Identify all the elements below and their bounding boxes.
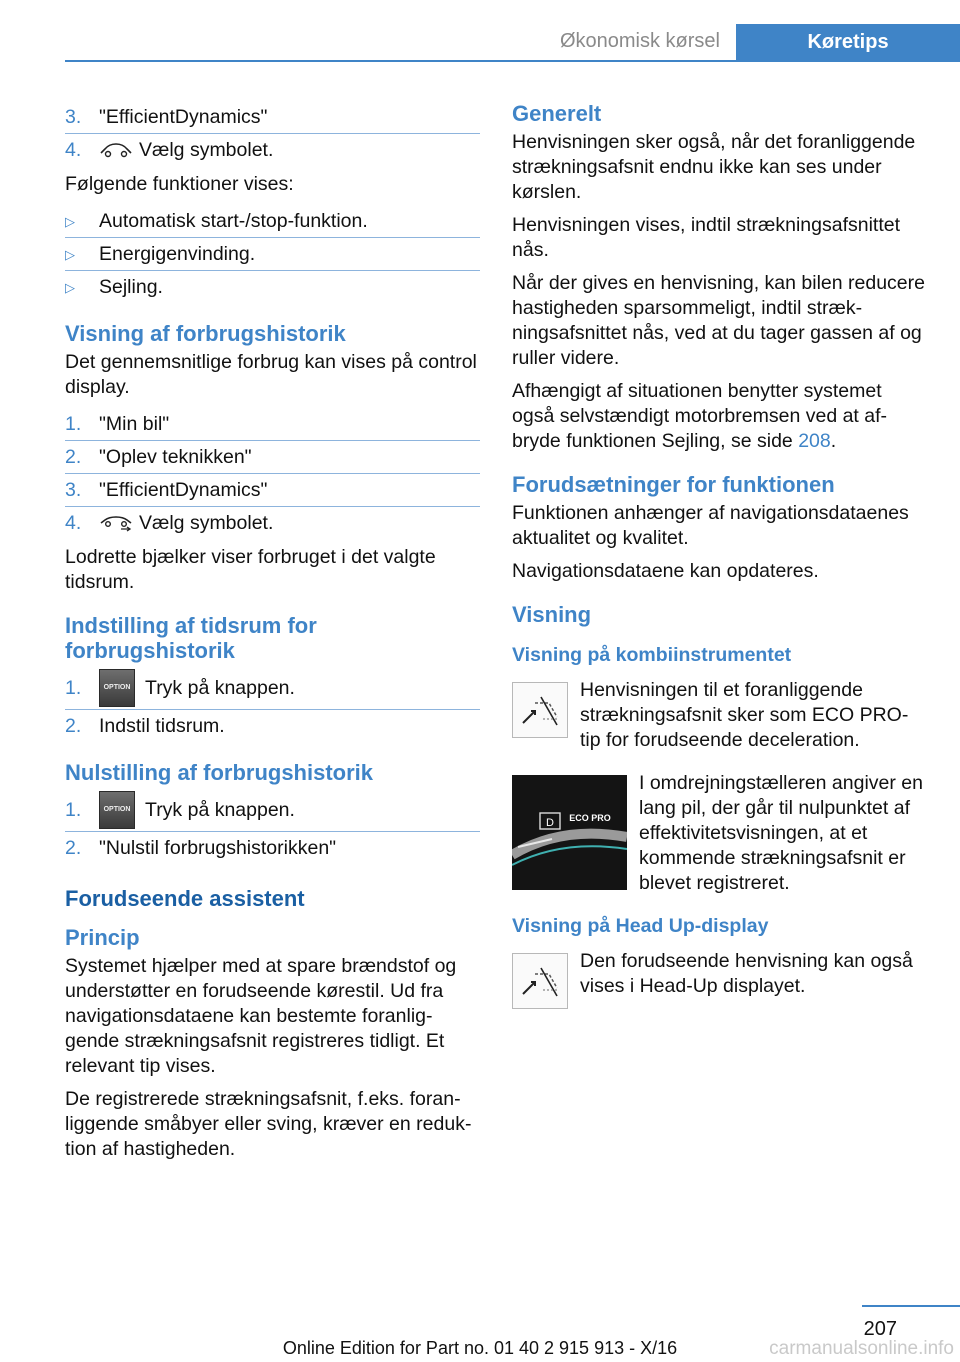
reset-steps	[65, 789, 480, 864]
general-paragraph-1: Henvisningen sker også, når det foranliggende strækningsafsnit endnu ikke kan ses under kørslen.	[512, 131, 916, 203]
header-tab: Køretips	[736, 24, 960, 61]
list-text: Vælg symbolet.	[139, 511, 274, 534]
tachometer-image	[512, 775, 627, 890]
triangle-bullet-icon: ▷	[65, 213, 75, 229]
list-item	[65, 408, 480, 441]
list-number: 2.	[65, 714, 82, 737]
list-number: 3.	[65, 105, 82, 128]
list-text: "Oplev teknikken"	[99, 445, 252, 468]
triangle-bullet-icon: ▷	[65, 246, 75, 262]
page-number: 207	[863, 1318, 897, 1340]
hud-text: Den forudseende henvisning kan også vises i Head-Up displayet.	[580, 950, 913, 997]
functions-list	[65, 205, 480, 303]
list-text: Tryk på knappen.	[145, 676, 295, 699]
paragraph-text: .	[830, 430, 837, 452]
list-text: Automatisk start-/stop-funktion.	[99, 209, 368, 232]
history-note: Lodrette bjælker viser forbruget i det valgte tidsrum.	[65, 546, 436, 593]
cluster-heading: Visning på kombiinstrumentet	[512, 644, 792, 666]
list-item	[65, 101, 480, 134]
list-text: Tryk på knappen.	[145, 798, 295, 821]
list-text: Energigenvinding.	[99, 242, 256, 265]
list-number: 3.	[65, 478, 82, 501]
list-text: "Nulstil forbrugshistorikken"	[99, 836, 337, 859]
option-button-icon: OPTION	[99, 791, 135, 829]
list-item	[65, 205, 480, 238]
eco-pro-label: ECO PRO	[569, 813, 611, 823]
header-rule	[65, 60, 960, 62]
list-text: "EfficientDynamics"	[99, 105, 268, 128]
list-number: 1.	[65, 412, 82, 435]
list-item	[65, 507, 480, 539]
car-icon	[99, 141, 133, 159]
footer-text: Online Edition for Part no. 01 40 2 915 913 - X/16	[282, 1338, 678, 1358]
list-number: 2.	[65, 445, 82, 468]
option-button-icon: OPTION	[99, 669, 135, 707]
list-number: 4.	[65, 138, 82, 161]
history-intro: Det gennemsnitlige forbrug kan vises på control display.	[65, 351, 477, 398]
list-item	[65, 441, 480, 474]
triangle-bullet-icon: ▷	[65, 279, 75, 295]
list-text: "Min bil"	[99, 412, 170, 435]
list-number: 4.	[65, 511, 82, 534]
principle-paragraph-2: De registrerede strækningsafsnit, f.eks. foranliggende småbyer eller sving, kræver en reduktion af hastigheden.	[65, 1088, 472, 1160]
left-column	[65, 101, 480, 1170]
list-item	[65, 474, 480, 507]
page-number-rule	[862, 1305, 960, 1307]
list-text: Sejling.	[99, 275, 163, 298]
general-paragraph-2: Henvisningen vises, indtil strækningsafsnittet nås.	[512, 214, 901, 261]
eco-tip-icon	[512, 682, 568, 738]
steps-top	[65, 101, 480, 166]
tacho-figure-row	[512, 771, 927, 896]
list-item	[65, 238, 480, 271]
period-heading: Indstilling af tidsrum for forbrugshistorik	[65, 613, 317, 663]
prereq-heading: Forudsætninger for funktionen	[512, 472, 835, 497]
watermark: carmanualsonline.info	[769, 1338, 954, 1359]
list-number: 2.	[65, 836, 82, 859]
list-text: Vælg symbolet.	[139, 138, 274, 161]
prereq-paragraph-1: Funktionen anhænger af navigationsdataenes aktualitet og kvalitet.	[512, 502, 909, 549]
principle-heading: Princip	[65, 925, 140, 950]
list-text: Indstil tidsrum.	[99, 714, 225, 737]
display-heading: Visning	[512, 602, 592, 627]
principle-paragraph-1: Systemet hjælper med at spare brændstof og understøtter en forudseende kørestil. Ud fra navigationsdataene kan bestemte foranliggende strækningsafsnit registreres tidligt. Et relevant tip vises.	[65, 955, 457, 1077]
assistant-heading: Forudseende assistent	[65, 886, 305, 911]
period-steps	[65, 667, 480, 742]
list-item	[65, 789, 480, 832]
gear-indicator: D	[546, 817, 554, 829]
history-steps	[65, 408, 480, 539]
list-item	[65, 710, 480, 742]
list-item	[65, 271, 480, 303]
tacho-text: I omdrejningstælleren angiver en lang pil, der går til nulpunktet af effektivitetsvisningen, at et kommende strækningsafsnit er blevet registreret.	[639, 772, 923, 894]
reset-heading: Nulstilling af forbrugshistorik	[65, 760, 374, 785]
list-number: 1.	[65, 676, 82, 699]
prereq-paragraph-2: Navigationsdataene kan opdateres.	[512, 560, 819, 582]
header-section: Økonomisk kørsel	[559, 30, 720, 52]
general-paragraph-4	[512, 379, 927, 454]
list-item	[65, 832, 480, 864]
general-heading: Generelt	[512, 101, 602, 126]
hud-heading: Visning på Head Up-display	[512, 915, 769, 937]
functions-intro: Følgende funktioner vises:	[65, 173, 294, 195]
list-number: 1.	[65, 798, 82, 821]
cluster-text: Henvisningen til et foranliggende strækningsafsnit sker som ECO PRO-tip for forudseende deceleration.	[580, 679, 909, 751]
eco-tip-icon	[512, 953, 568, 1009]
list-text: "EfficientDynamics"	[99, 478, 268, 501]
general-paragraph-3: Når der gives en henvisning, kan bilen reducere hastigheden sparsommeligt, indtil strækningsafsnittet nås, ved at du tager gassen af og ruller videre.	[512, 272, 925, 369]
list-item	[65, 134, 480, 166]
hud-figure-row	[512, 949, 927, 1009]
history-heading: Visning af forbrugshistorik	[65, 321, 346, 346]
page-link[interactable]: 208	[798, 430, 831, 452]
paragraph-text: Afhængigt af situationen benytter systemet også selvstændigt motorbremsen ved at afbryde funktionen Sejling, se side	[512, 380, 888, 452]
list-item	[65, 667, 480, 710]
cluster-figure-row	[512, 678, 927, 753]
right-column	[512, 101, 927, 1027]
car-icon	[99, 514, 133, 532]
